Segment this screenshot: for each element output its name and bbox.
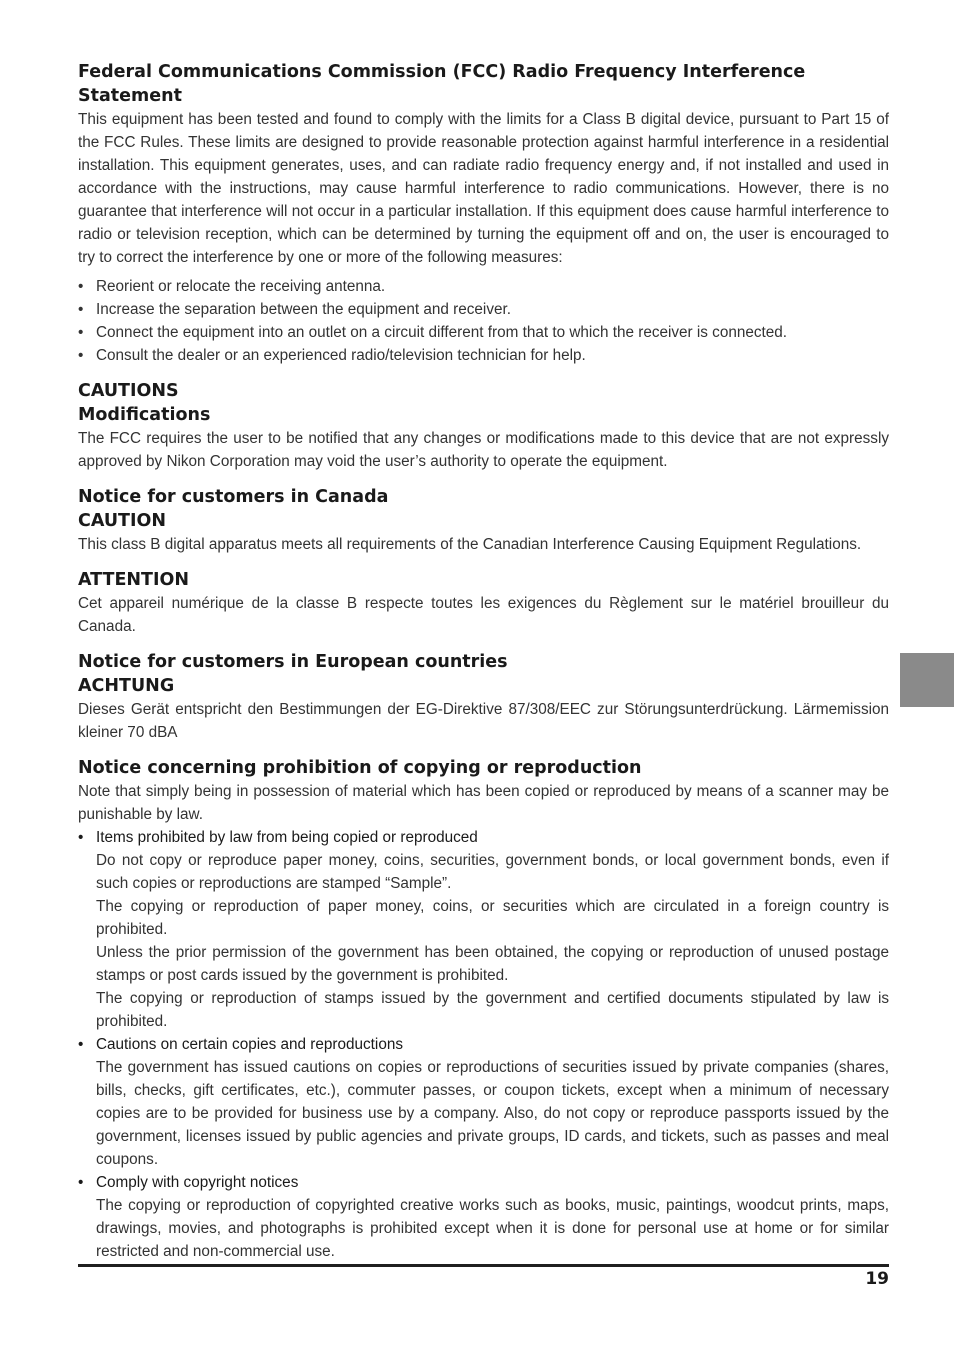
modifications-body: The FCC requires the user to be notified that any changes or modifications made to this device that are not expressly approved by Nikon Corporation may void the user’s authority to operate the equipment. [78,430,889,470]
page-number: 19 [865,1269,889,1289]
copying-item-title: • Comply with copyright notices [96,1171,889,1194]
europe-heading: Notice for customers in European countries [78,652,508,672]
fcc-measures-list [78,275,889,367]
caution-body: This class B digital apparatus meets all requirements of the Canadian Interference Causing Equipment Regulations. [78,536,862,553]
copying-item [78,1033,889,1171]
achtung-body: Dieses Gerät entspricht den Bestimmungen der EG-Direktive 87/308/EEC zur Störungsunterdrückung. Lärmemission kleiner 70 dBA [78,701,889,741]
copying-item-title: • Cautions on certain copies and reproductions [96,1033,889,1056]
chapter-tab [900,653,954,707]
document-page [78,60,889,1263]
copying-item-paragraph: Unless the prior permission of the government has been obtained, the copying or reproduction of unused postage stamps or post cards issued by the government is prohibited. [96,944,889,984]
copying-item [78,1171,889,1263]
fcc-heading: Federal Communications Commission (FCC) Radio Frequency Interference Statement [78,62,806,106]
copying-item-title: • Items prohibited by law from being copied or reproduced [96,826,889,849]
achtung-heading: ACHTUNG [78,676,175,696]
copying-item-paragraph: The government has issued cautions on copies or reproductions of securities issued by private companies (shares, bills, checks, gift certificates, etc.), commuter passes, or coupon tickets, except when a minimum of necessary copies are to be provided for business use by a company. Also, do not copy or reproduce passports issued by the government, licenses issued by public agencies and private groups, ID cards, and tickets, such as passes and meal coupons. [96,1059,889,1168]
copying-item-paragraph: The copying or reproduction of copyrighted creative works such as books, music, paintings, woodcut prints, maps, drawings, movies, and photographs is prohibited except when it is done for personal use at home or for similar restricted and non-commercial use. [96,1197,889,1260]
fcc-section [78,60,889,367]
cautions-heading: CAUTIONS [78,381,179,401]
list-item: • Reorient or relocate the receiving antenna. [78,275,889,298]
list-item: • Consult the dealer or an experienced radio/television technician for help. [78,344,889,367]
canada-section [78,485,889,638]
europe-section [78,650,889,744]
copying-section [78,756,889,1263]
list-item: • Connect the equipment into an outlet on a circuit different from that to which the receiver is connected. [78,321,889,344]
list-item: • Increase the separation between the equipment and receiver. [78,298,889,321]
caution-heading: CAUTION [78,511,167,531]
copying-intro: Note that simply being in possession of material which has been copied or reproduced by means of a scanner may be punishable by law. [78,783,889,823]
canada-heading: Notice for customers in Canada [78,487,389,507]
attention-heading: ATTENTION [78,570,190,590]
copying-item [78,826,889,1033]
modifications-heading: Modifications [78,405,211,425]
copying-item-paragraph: Do not copy or reproduce paper money, coins, securities, government bonds, or local government bonds, even if such copies or reproductions are stamped “Sample”. [96,852,889,892]
copying-item-paragraph: The copying or reproduction of stamps issued by the government and certified documents stipulated by law is prohibited. [96,990,889,1030]
footer-rule [78,1264,889,1267]
copying-item-paragraph: The copying or reproduction of paper money, coins, or securities which are circulated in a foreign country is prohibited. [96,898,889,938]
fcc-body: This equipment has been tested and found to comply with the limits for a Class B digital device, pursuant to Part 15 of the FCC Rules. These limits are designed to provide reasonable protection against harmful interference in a residential installation. This equipment generates, uses, and can radiate radio frequency energy and, if not installed and used in accordance with the instructions, may cause harmful interference to radio communications. However, there is no guarantee that interference will not occur in a particular installation. If this equipment does cause harmful interference to radio or television reception, which can be determined by turning the equipment off and on, the user is encouraged to try to correct the interference by one or more of the following measures: [78,111,889,266]
attention-body: Cet appareil numérique de la classe B respecte toutes les exigences du Règlement sur le matériel brouilleur du Canada. [78,595,889,635]
cautions-section [78,379,889,473]
copying-heading: Notice concerning prohibition of copying or reproduction [78,758,642,778]
